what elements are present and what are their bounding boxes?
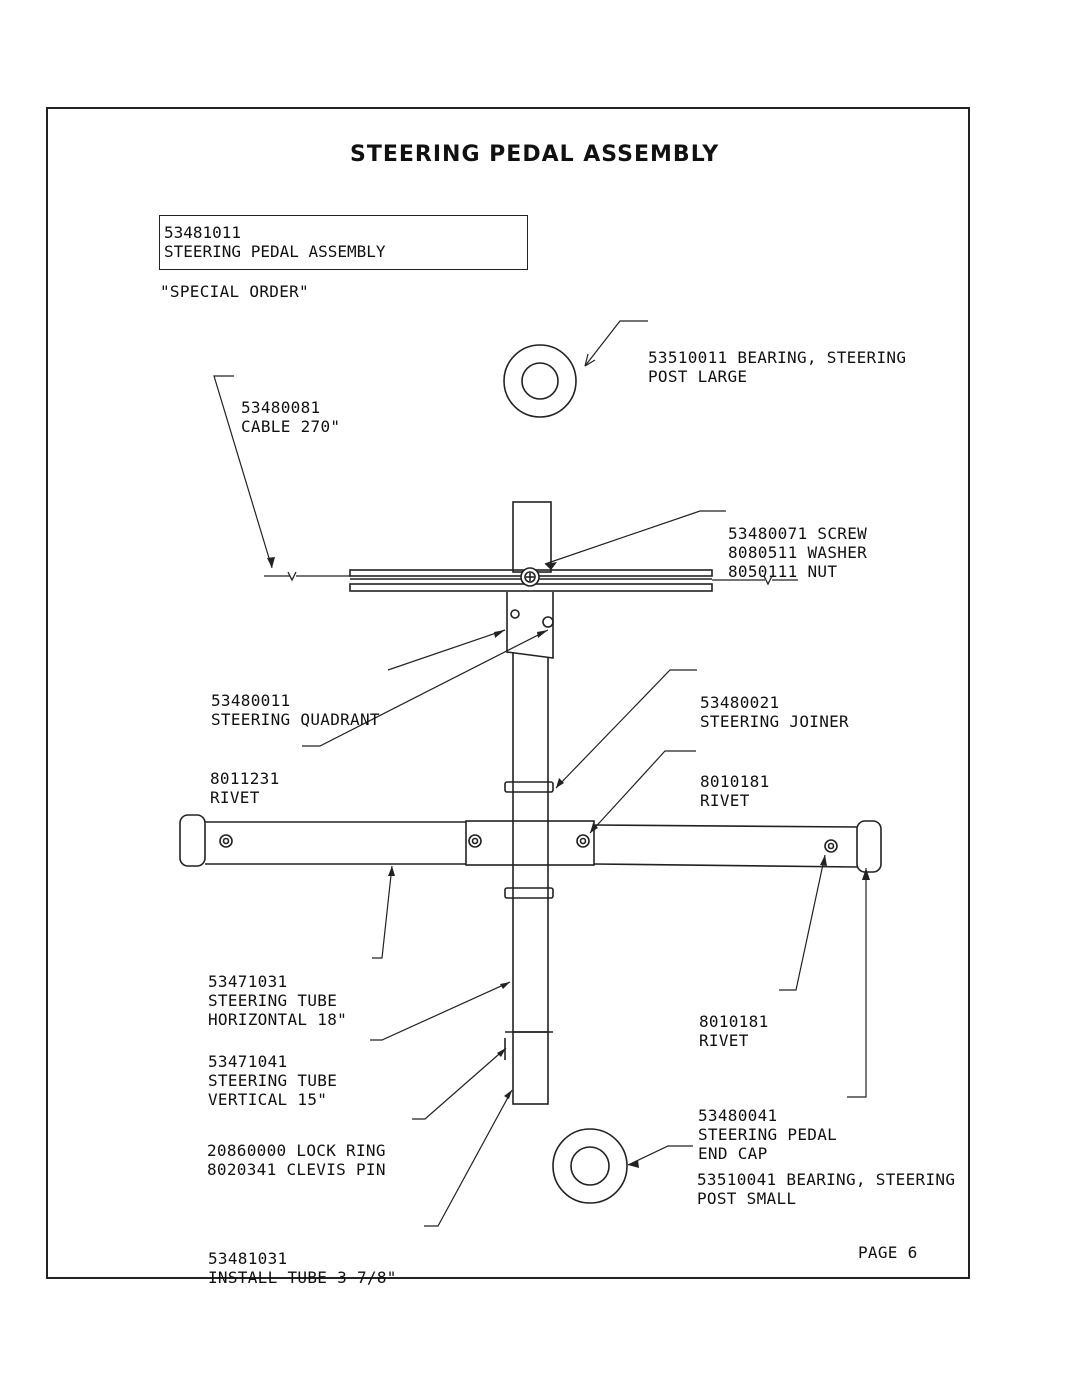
quadrant-joiner bbox=[507, 592, 553, 658]
page-title: STEERING PEDAL ASSEMBLY bbox=[350, 142, 720, 167]
callout-install-tube: 53481031 INSTALL TUBE 3 7/8" bbox=[208, 1249, 397, 1287]
steering-tube-horizontal bbox=[180, 815, 881, 872]
assembly-name: STEERING PEDAL ASSEMBLY bbox=[164, 242, 386, 261]
callout-cable: 53480081 CABLE 270" bbox=[241, 398, 341, 436]
assembly-part-number: 53481011 bbox=[164, 223, 242, 242]
callout-bearing-small: 53510041 BEARING, STEERING POST SMALL bbox=[697, 1170, 956, 1208]
bearing-large-icon bbox=[504, 345, 576, 417]
callout-steering-joiner: 53480021 STEERING JOINER bbox=[700, 693, 849, 731]
callout-bearing-large: 53510011 BEARING, STEERING POST LARGE bbox=[648, 348, 907, 386]
callout-steering-tube-vertical: 53471041 STEERING TUBE VERTICAL 15" bbox=[208, 1052, 338, 1109]
callout-end-cap: 53480041 STEERING PEDAL END CAP bbox=[698, 1106, 838, 1163]
steering-post-upper bbox=[513, 502, 551, 572]
callout-rivet-right-lower: 8010181 RIVET bbox=[699, 1012, 769, 1050]
special-order-note: "SPECIAL ORDER" bbox=[160, 282, 309, 301]
assembly-id-box bbox=[159, 215, 528, 270]
callout-steering-quadrant: 53480011 STEERING QUADRANT bbox=[211, 691, 380, 729]
steering-tube-vertical bbox=[513, 652, 548, 1032]
callout-lock-ring: 20860000 LOCK RING 8020341 CLEVIS PIN bbox=[207, 1141, 386, 1179]
bearing-small-icon bbox=[553, 1129, 627, 1203]
install-tube bbox=[505, 1032, 553, 1104]
callout-steering-tube-horizontal: 53471031 STEERING TUBE HORIZONTAL 18" bbox=[208, 972, 348, 1029]
screw-icon bbox=[521, 568, 539, 586]
callout-rivet-left: 8011231 RIVET bbox=[210, 769, 280, 807]
page-number: PAGE 6 bbox=[858, 1243, 918, 1262]
callout-rivet-right-upper: 8010181 RIVET bbox=[700, 772, 770, 810]
callout-fasteners: 53480071 SCREW 8080511 WASHER 8050111 NUT bbox=[728, 524, 868, 581]
